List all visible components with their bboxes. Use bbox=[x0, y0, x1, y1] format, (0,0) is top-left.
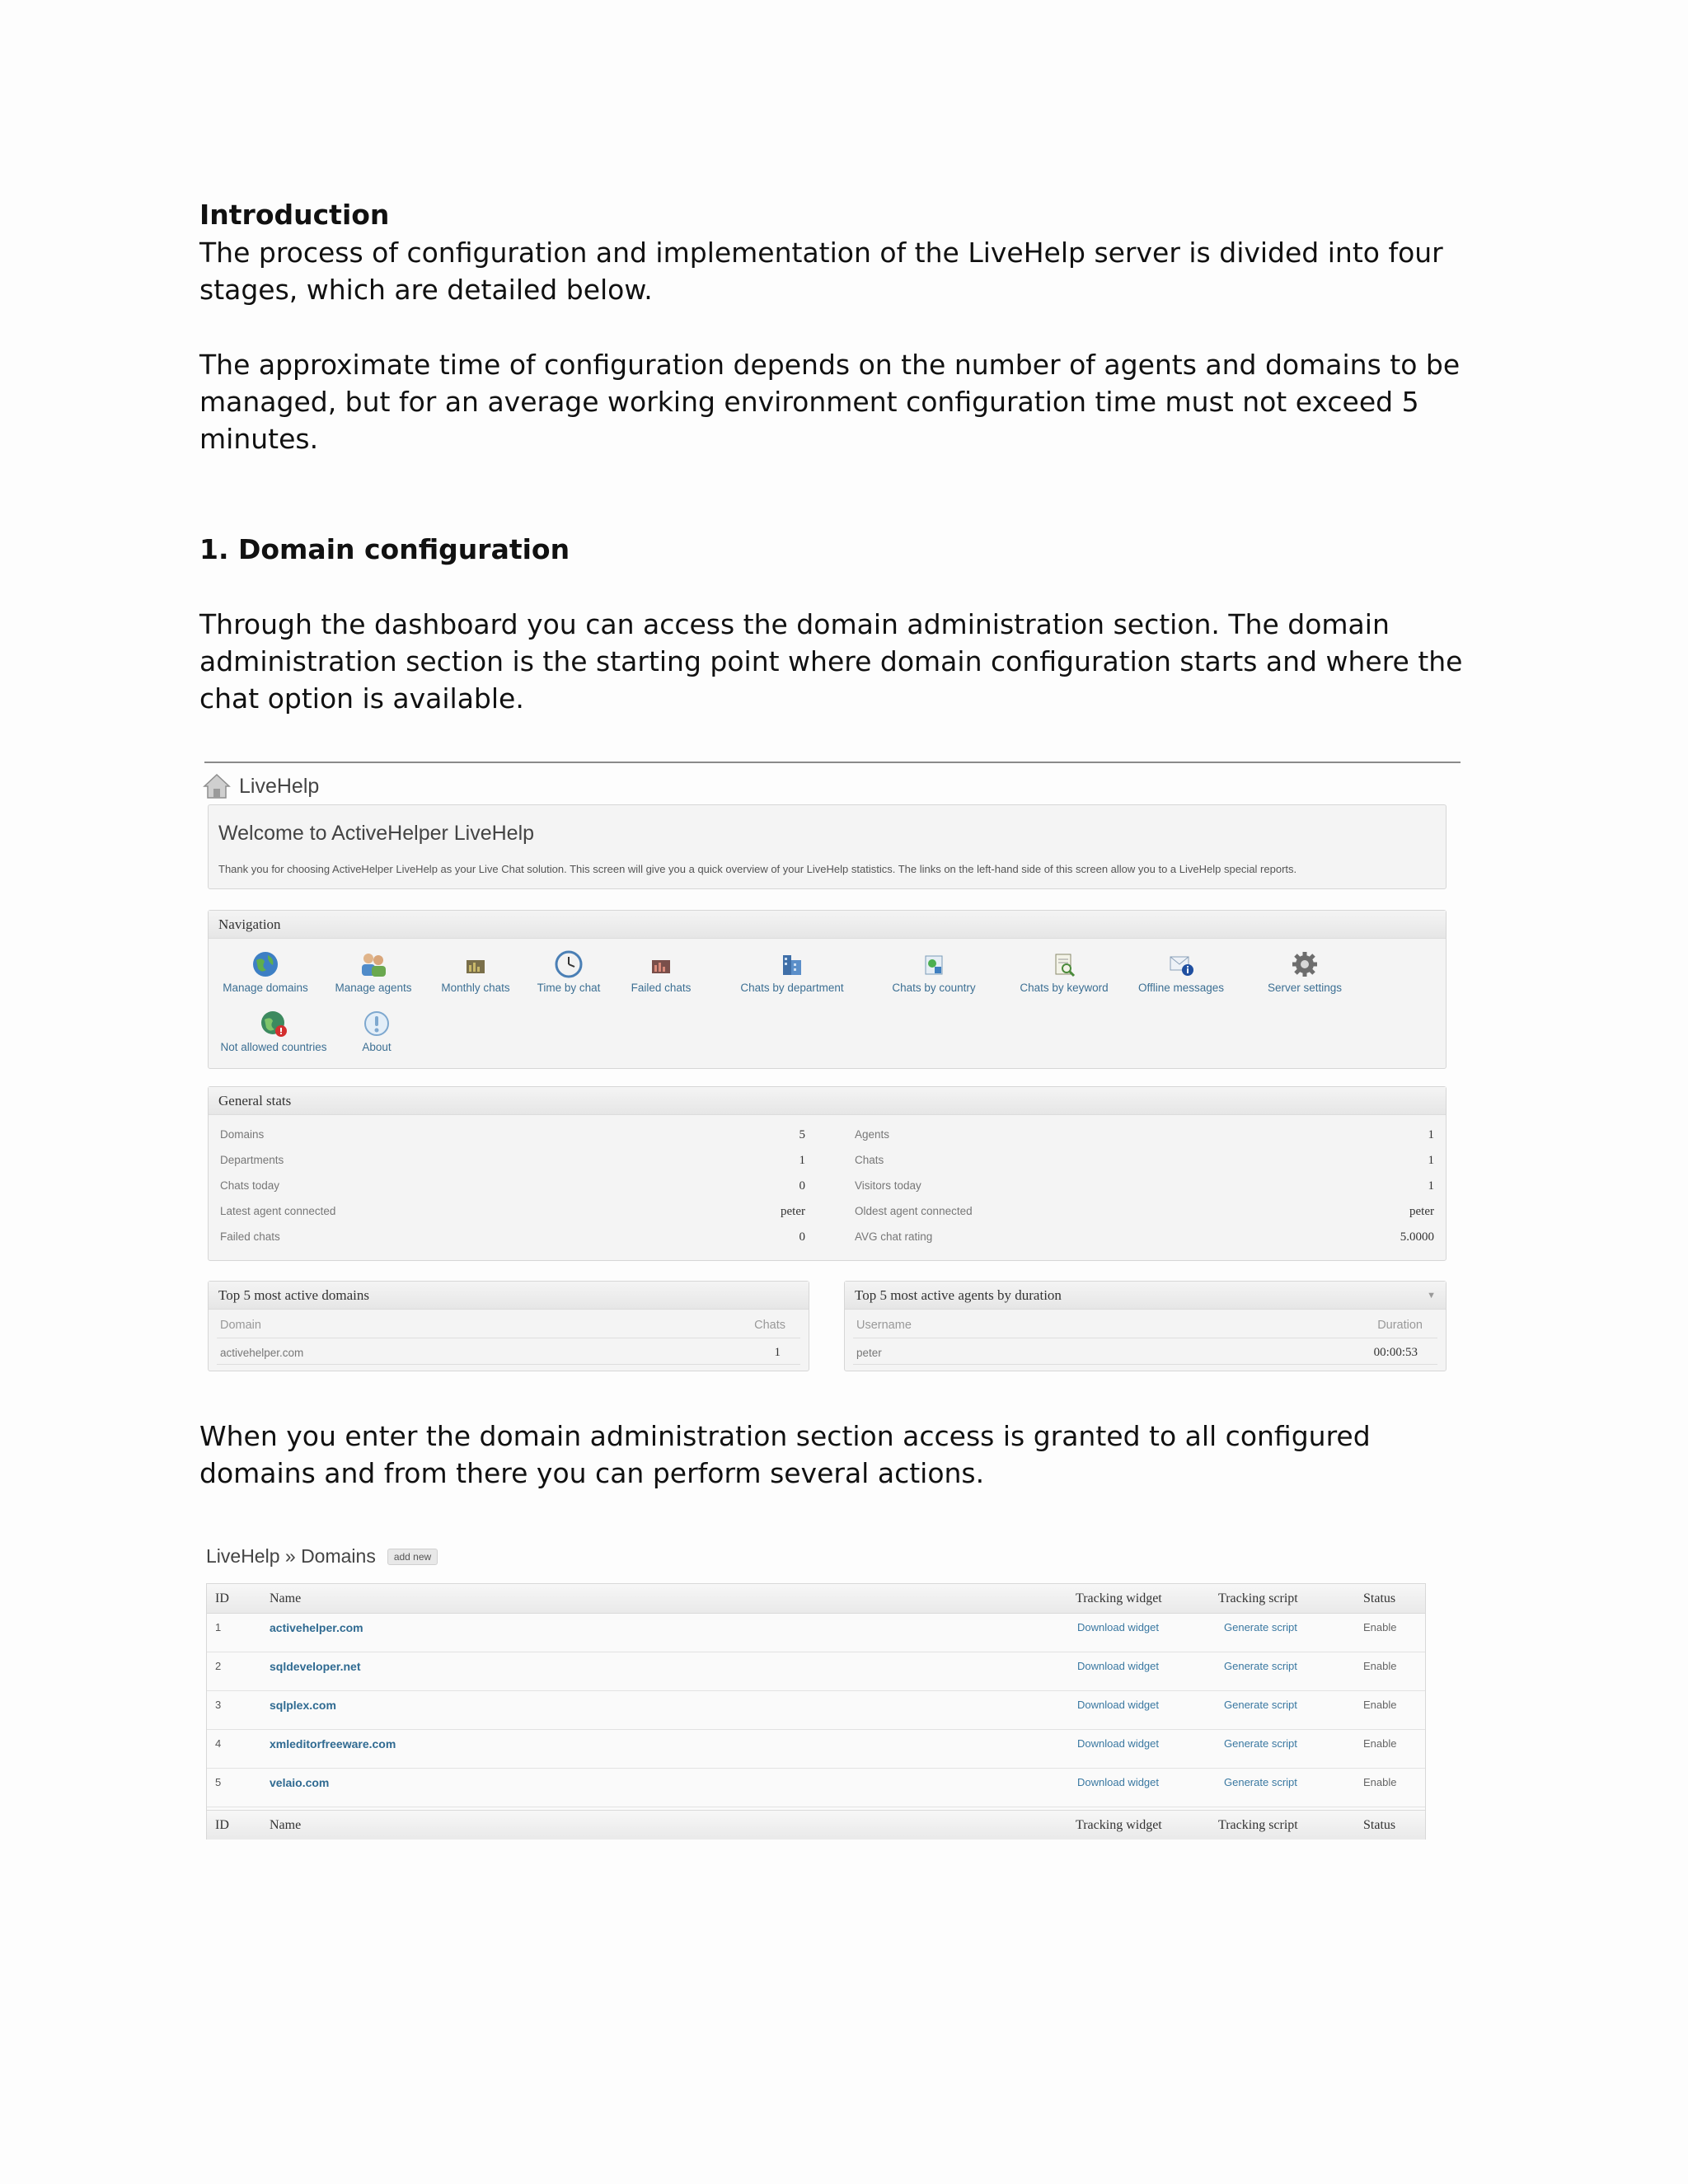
collapse-arrow-icon[interactable]: ▼ bbox=[1427, 1291, 1436, 1301]
nav-label: Time by chat bbox=[537, 982, 601, 994]
domain-link[interactable]: velaio.com bbox=[270, 1776, 330, 1789]
header-divider bbox=[204, 762, 1461, 763]
generate-script-link[interactable]: Generate script bbox=[1224, 1737, 1297, 1750]
stat-chats-today: Chats today 0 bbox=[220, 1179, 805, 1193]
intro-heading: Introduction bbox=[199, 199, 390, 231]
brand[interactable] bbox=[203, 770, 319, 803]
add-new-button[interactable]: add new bbox=[387, 1549, 438, 1565]
mail-info-icon bbox=[1167, 950, 1195, 978]
table-footer bbox=[207, 1810, 1425, 1840]
section-1-paragraph-line-1: Through the dashboard you can access the domain administration section. The domain bbox=[199, 608, 1390, 640]
top-agent-duration: 00:00:53 bbox=[1373, 1346, 1418, 1359]
col-status: Status bbox=[1363, 1591, 1396, 1605]
globe-blocked-icon bbox=[260, 1010, 288, 1038]
generate-script-link[interactable]: Generate script bbox=[1224, 1776, 1297, 1788]
intro-paragraph-1-line-1: The process of configuration and implementation of the LiveHelp server is divided into four bbox=[199, 237, 1443, 269]
domains-table bbox=[206, 1583, 1426, 1840]
status-value: Enable bbox=[1363, 1776, 1397, 1788]
download-widget-link[interactable]: Download widget bbox=[1077, 1776, 1160, 1788]
status-value: Enable bbox=[1363, 1737, 1397, 1750]
nav-label: Failed chats bbox=[631, 982, 692, 994]
section-1-heading: 1. Domain configuration bbox=[199, 533, 570, 565]
intro-paragraph-2-line-3: minutes. bbox=[199, 423, 319, 455]
nav-label: About bbox=[362, 1041, 392, 1053]
table-row: 5 velaio.com Download widget Generate script Enable bbox=[207, 1769, 1425, 1807]
col-tracking-widget: Tracking widget bbox=[1076, 1818, 1162, 1832]
general-stats-title: General stats bbox=[209, 1087, 1446, 1115]
breadcrumb bbox=[206, 1545, 438, 1568]
nav-manage-domains[interactable] bbox=[222, 950, 309, 994]
stat-latest-agent: Latest agent connected peter bbox=[220, 1205, 805, 1218]
brand-label: LiveHelp bbox=[239, 774, 320, 798]
stat-departments: Departments 1 bbox=[220, 1154, 805, 1167]
col-status: Status bbox=[1363, 1818, 1396, 1832]
welcome-text: Thank you for choosing ActiveHelper LiveHelp as your Live Chat solution. This screen will give you a quick overview of your LiveHelp statistics. The links on the left-hand side of this screen allow you to a LiveHelp special reports. bbox=[218, 863, 1297, 875]
nav-label: Chats by department bbox=[740, 982, 844, 994]
welcome-title: Welcome to ActiveHelper LiveHelp bbox=[218, 822, 535, 845]
nav-label: Server settings bbox=[1267, 982, 1343, 994]
dashboard-screenshot bbox=[199, 762, 1461, 1376]
col-tracking-script: Tracking script bbox=[1218, 1591, 1298, 1605]
top-domains-col-chats: Chats bbox=[754, 1319, 785, 1332]
stat-avg-rating: AVG chat rating 5.0000 bbox=[855, 1230, 1434, 1244]
nav-server-settings[interactable] bbox=[1206, 950, 1404, 994]
top-agents-col-duration: Duration bbox=[1377, 1319, 1423, 1332]
stat-domains: Domains 5 bbox=[220, 1128, 805, 1141]
stat-chats: Chats 1 bbox=[855, 1154, 1434, 1167]
top-domain-name: activehelper.com bbox=[220, 1347, 304, 1359]
nav-label: Chats by keyword bbox=[1020, 982, 1109, 994]
top-domains-col-domain: Domain bbox=[220, 1319, 261, 1332]
table-header bbox=[207, 1584, 1425, 1614]
top-domains-panel bbox=[208, 1281, 809, 1371]
nav-label: Chats by country bbox=[892, 982, 976, 994]
stat-failed-chats: Failed chats 0 bbox=[220, 1230, 805, 1244]
nav-time-by-chat[interactable] bbox=[534, 950, 603, 994]
nav-failed-chats[interactable] bbox=[629, 950, 693, 994]
status-value: Enable bbox=[1363, 1621, 1397, 1633]
status-value: Enable bbox=[1363, 1660, 1397, 1672]
nav-label: Monthly chats bbox=[441, 982, 510, 994]
domains-intro-line-2: domains and from there you can perform several actions. bbox=[199, 1457, 985, 1489]
chart-icon bbox=[647, 950, 675, 978]
domain-link[interactable]: activehelper.com bbox=[270, 1621, 363, 1634]
col-id: ID bbox=[215, 1818, 229, 1832]
intro-paragraph-2-line-2: managed, but for an average working environment configuration time must not exceed 5 bbox=[199, 386, 1419, 418]
intro-paragraph-2-line-1: The approximate time of configuration depends on the number of agents and domains to be bbox=[199, 349, 1461, 381]
nav-about[interactable] bbox=[352, 1010, 401, 1053]
stat-agents: Agents 1 bbox=[855, 1128, 1434, 1141]
domain-link[interactable]: sqldeveloper.net bbox=[270, 1660, 361, 1673]
domains-screenshot bbox=[206, 1544, 1426, 1840]
domains-intro-line-1: When you enter the domain administration section access is granted to all configured bbox=[199, 1420, 1371, 1452]
globe-icon bbox=[251, 950, 279, 978]
navigation-title: Navigation bbox=[209, 911, 1446, 939]
col-name: Name bbox=[270, 1818, 302, 1832]
divider bbox=[853, 1364, 1437, 1365]
top-domain-chats: 1 bbox=[774, 1346, 781, 1359]
table-row: 4 xmleditorfreeware.com Download widget Generate script Enable bbox=[207, 1730, 1425, 1769]
breadcrumb-text: LiveHelp » Domains bbox=[206, 1545, 376, 1567]
download-widget-link[interactable]: Download widget bbox=[1077, 1699, 1160, 1711]
generate-script-link[interactable]: Generate script bbox=[1224, 1621, 1297, 1633]
home-icon bbox=[203, 773, 231, 799]
nav-manage-agents[interactable] bbox=[334, 950, 413, 994]
download-widget-link[interactable]: Download widget bbox=[1077, 1660, 1160, 1672]
nav-chats-by-department[interactable] bbox=[720, 950, 865, 994]
gear-icon bbox=[1291, 950, 1319, 978]
nav-monthly-chats[interactable] bbox=[439, 950, 512, 994]
section-1-paragraph-line-2: administration section is the starting point where domain configuration starts and where the bbox=[199, 645, 1463, 677]
table-row: 3 sqlplex.com Download widget Generate script Enable bbox=[207, 1691, 1425, 1730]
section-1-paragraph-line-3: chat option is available. bbox=[199, 682, 524, 715]
download-widget-link[interactable]: Download widget bbox=[1077, 1737, 1160, 1750]
document-search-icon bbox=[1050, 950, 1078, 978]
table-row: 1 activehelper.com Download widget Generate script Enable bbox=[207, 1614, 1425, 1652]
domain-link[interactable]: sqlplex.com bbox=[270, 1699, 336, 1712]
status-value: Enable bbox=[1363, 1699, 1397, 1711]
stat-oldest-agent: Oldest agent connected peter bbox=[855, 1205, 1434, 1218]
col-name: Name bbox=[270, 1591, 302, 1605]
nav-label: Not allowed countries bbox=[220, 1041, 327, 1053]
top-agents-col-username: Username bbox=[856, 1319, 912, 1332]
map-icon bbox=[920, 950, 948, 978]
domain-link[interactable]: xmleditorfreeware.com bbox=[270, 1737, 396, 1750]
col-id: ID bbox=[215, 1591, 229, 1605]
divider bbox=[217, 1364, 800, 1365]
nav-not-allowed-countries[interactable] bbox=[220, 1010, 327, 1053]
clock-icon bbox=[555, 950, 583, 978]
top-domains-title: Top 5 most active domains bbox=[209, 1282, 809, 1310]
stat-visitors-today: Visitors today 1 bbox=[855, 1179, 1434, 1193]
navigation-panel bbox=[208, 910, 1447, 1069]
general-stats-panel bbox=[208, 1086, 1447, 1261]
generate-script-link[interactable]: Generate script bbox=[1224, 1660, 1297, 1672]
building-icon bbox=[778, 950, 806, 978]
col-tracking-widget: Tracking widget bbox=[1076, 1591, 1162, 1605]
nav-label: Offline messages bbox=[1137, 982, 1225, 994]
info-icon bbox=[363, 1010, 391, 1038]
col-tracking-script: Tracking script bbox=[1218, 1818, 1298, 1832]
top-agents-panel bbox=[844, 1281, 1447, 1371]
intro-paragraph-1-line-2: stages, which are detailed below. bbox=[199, 274, 653, 306]
nav-label: Manage agents bbox=[335, 982, 412, 994]
nav-label: Manage domains bbox=[223, 982, 308, 994]
generate-script-link[interactable]: Generate script bbox=[1224, 1699, 1297, 1711]
top-agents-title: Top 5 most active agents by duration ▼ bbox=[845, 1282, 1446, 1310]
top-agent-name: peter bbox=[856, 1347, 882, 1359]
users-icon bbox=[359, 950, 387, 978]
download-widget-link[interactable]: Download widget bbox=[1077, 1621, 1160, 1633]
chart-icon bbox=[462, 950, 490, 978]
table-row: 2 sqldeveloper.net Download widget Generate script Enable bbox=[207, 1652, 1425, 1691]
welcome-panel bbox=[208, 804, 1447, 889]
